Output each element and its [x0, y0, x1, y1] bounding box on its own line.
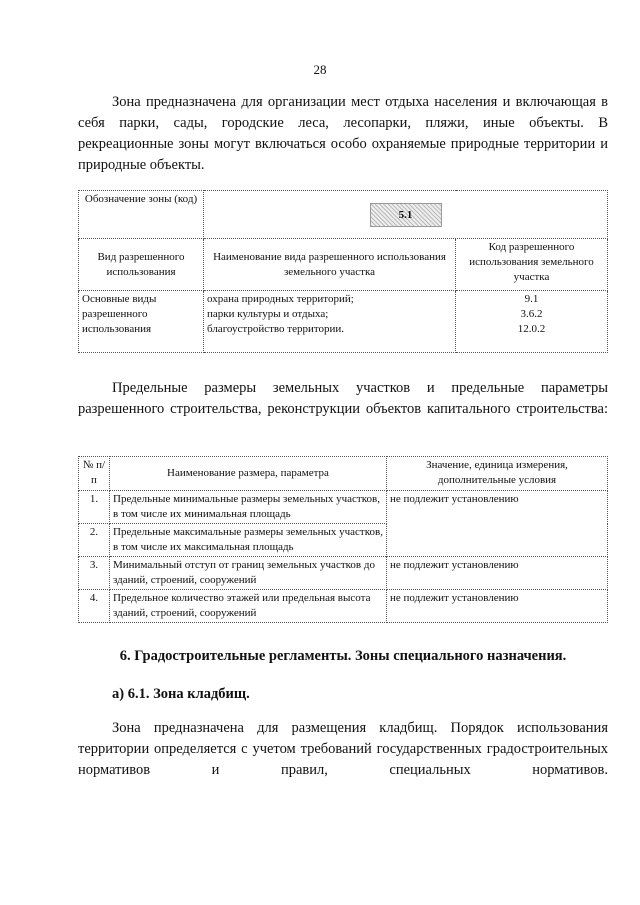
intro-paragraph: Зона предназначена для организации мест отдыха населения и включающая в себя парки, сады, городские леса, лесопарки, пляжи, иные объекты. В рекреационные зоны могут включаться особо охраняемые природные территории и природные объекты. — [78, 94, 608, 173]
row-value: не подлежит установлению — [387, 557, 608, 590]
row-num: 4. — [79, 590, 110, 623]
col3-header: Код разрешенного использования земельного участка — [456, 239, 608, 291]
final-paragraph: Зона предназначена для размещения кладбищ. Порядок использования территории определяется с учетом требований государственных градостроительных нормативов и правил, специальных нормативов. — [78, 720, 608, 778]
page-number: 28 — [313, 62, 327, 77]
row-name: Минимальный отступ от границ земельных участков до зданий, строений, сооружений — [110, 557, 387, 590]
use-item: благоустройство территории. — [207, 323, 345, 335]
code-item: 3.6.2 — [520, 308, 543, 320]
limits-paragraph: Предельные размеры земельных участков и предельные параметры разрешенного строительства, реконструкции объектов капитального строительства: — [78, 380, 608, 417]
row-num: 3. — [79, 557, 110, 590]
section-heading: 6. Градостроительные регламенты. Зоны специального назначения. — [119, 648, 567, 664]
zone-table — [78, 190, 608, 353]
col-value-header: Значение, единица измерения, дополнительные условия — [387, 457, 608, 491]
zone-code: 5.1 — [370, 203, 442, 227]
col2-header: Наименование вида разрешенного использования земельного участка — [204, 239, 456, 291]
use-item: охрана природных территорий; — [207, 293, 354, 305]
col-num-header: № п/п — [79, 457, 110, 491]
designation-label: Обозначение зоны (код) — [79, 191, 204, 239]
code-item: 12.0.2 — [517, 323, 546, 335]
row-name: Предельные максимальные размеры земельных участков, в том числе их максимальная площадь — [110, 524, 387, 557]
subsection-heading: а) 6.1. Зона кладбищ. — [112, 686, 250, 702]
row-value: не подлежит установлению — [387, 590, 608, 623]
code-item: 9.1 — [524, 293, 539, 305]
codes-cell — [456, 291, 608, 353]
row-num: 2. — [79, 524, 110, 557]
uses-cell — [204, 291, 456, 353]
col-name-header: Наименование размера, параметра — [110, 457, 387, 491]
row-name: Предельное количество этажей или предельная высота зданий, строений, сооружений — [110, 590, 387, 623]
row-num: 1. — [79, 491, 110, 524]
row-label: Основные виды разрешенного использования — [79, 291, 204, 353]
col1-header: Вид разрешенного использования — [79, 239, 204, 291]
row-name: Предельные минимальные размеры земельных участков, в том числе их минимальная площадь — [110, 491, 387, 524]
use-item: парки культуры и отдыха; — [207, 308, 329, 320]
row-value: не подлежит установлению — [387, 491, 608, 557]
params-table — [78, 456, 608, 623]
